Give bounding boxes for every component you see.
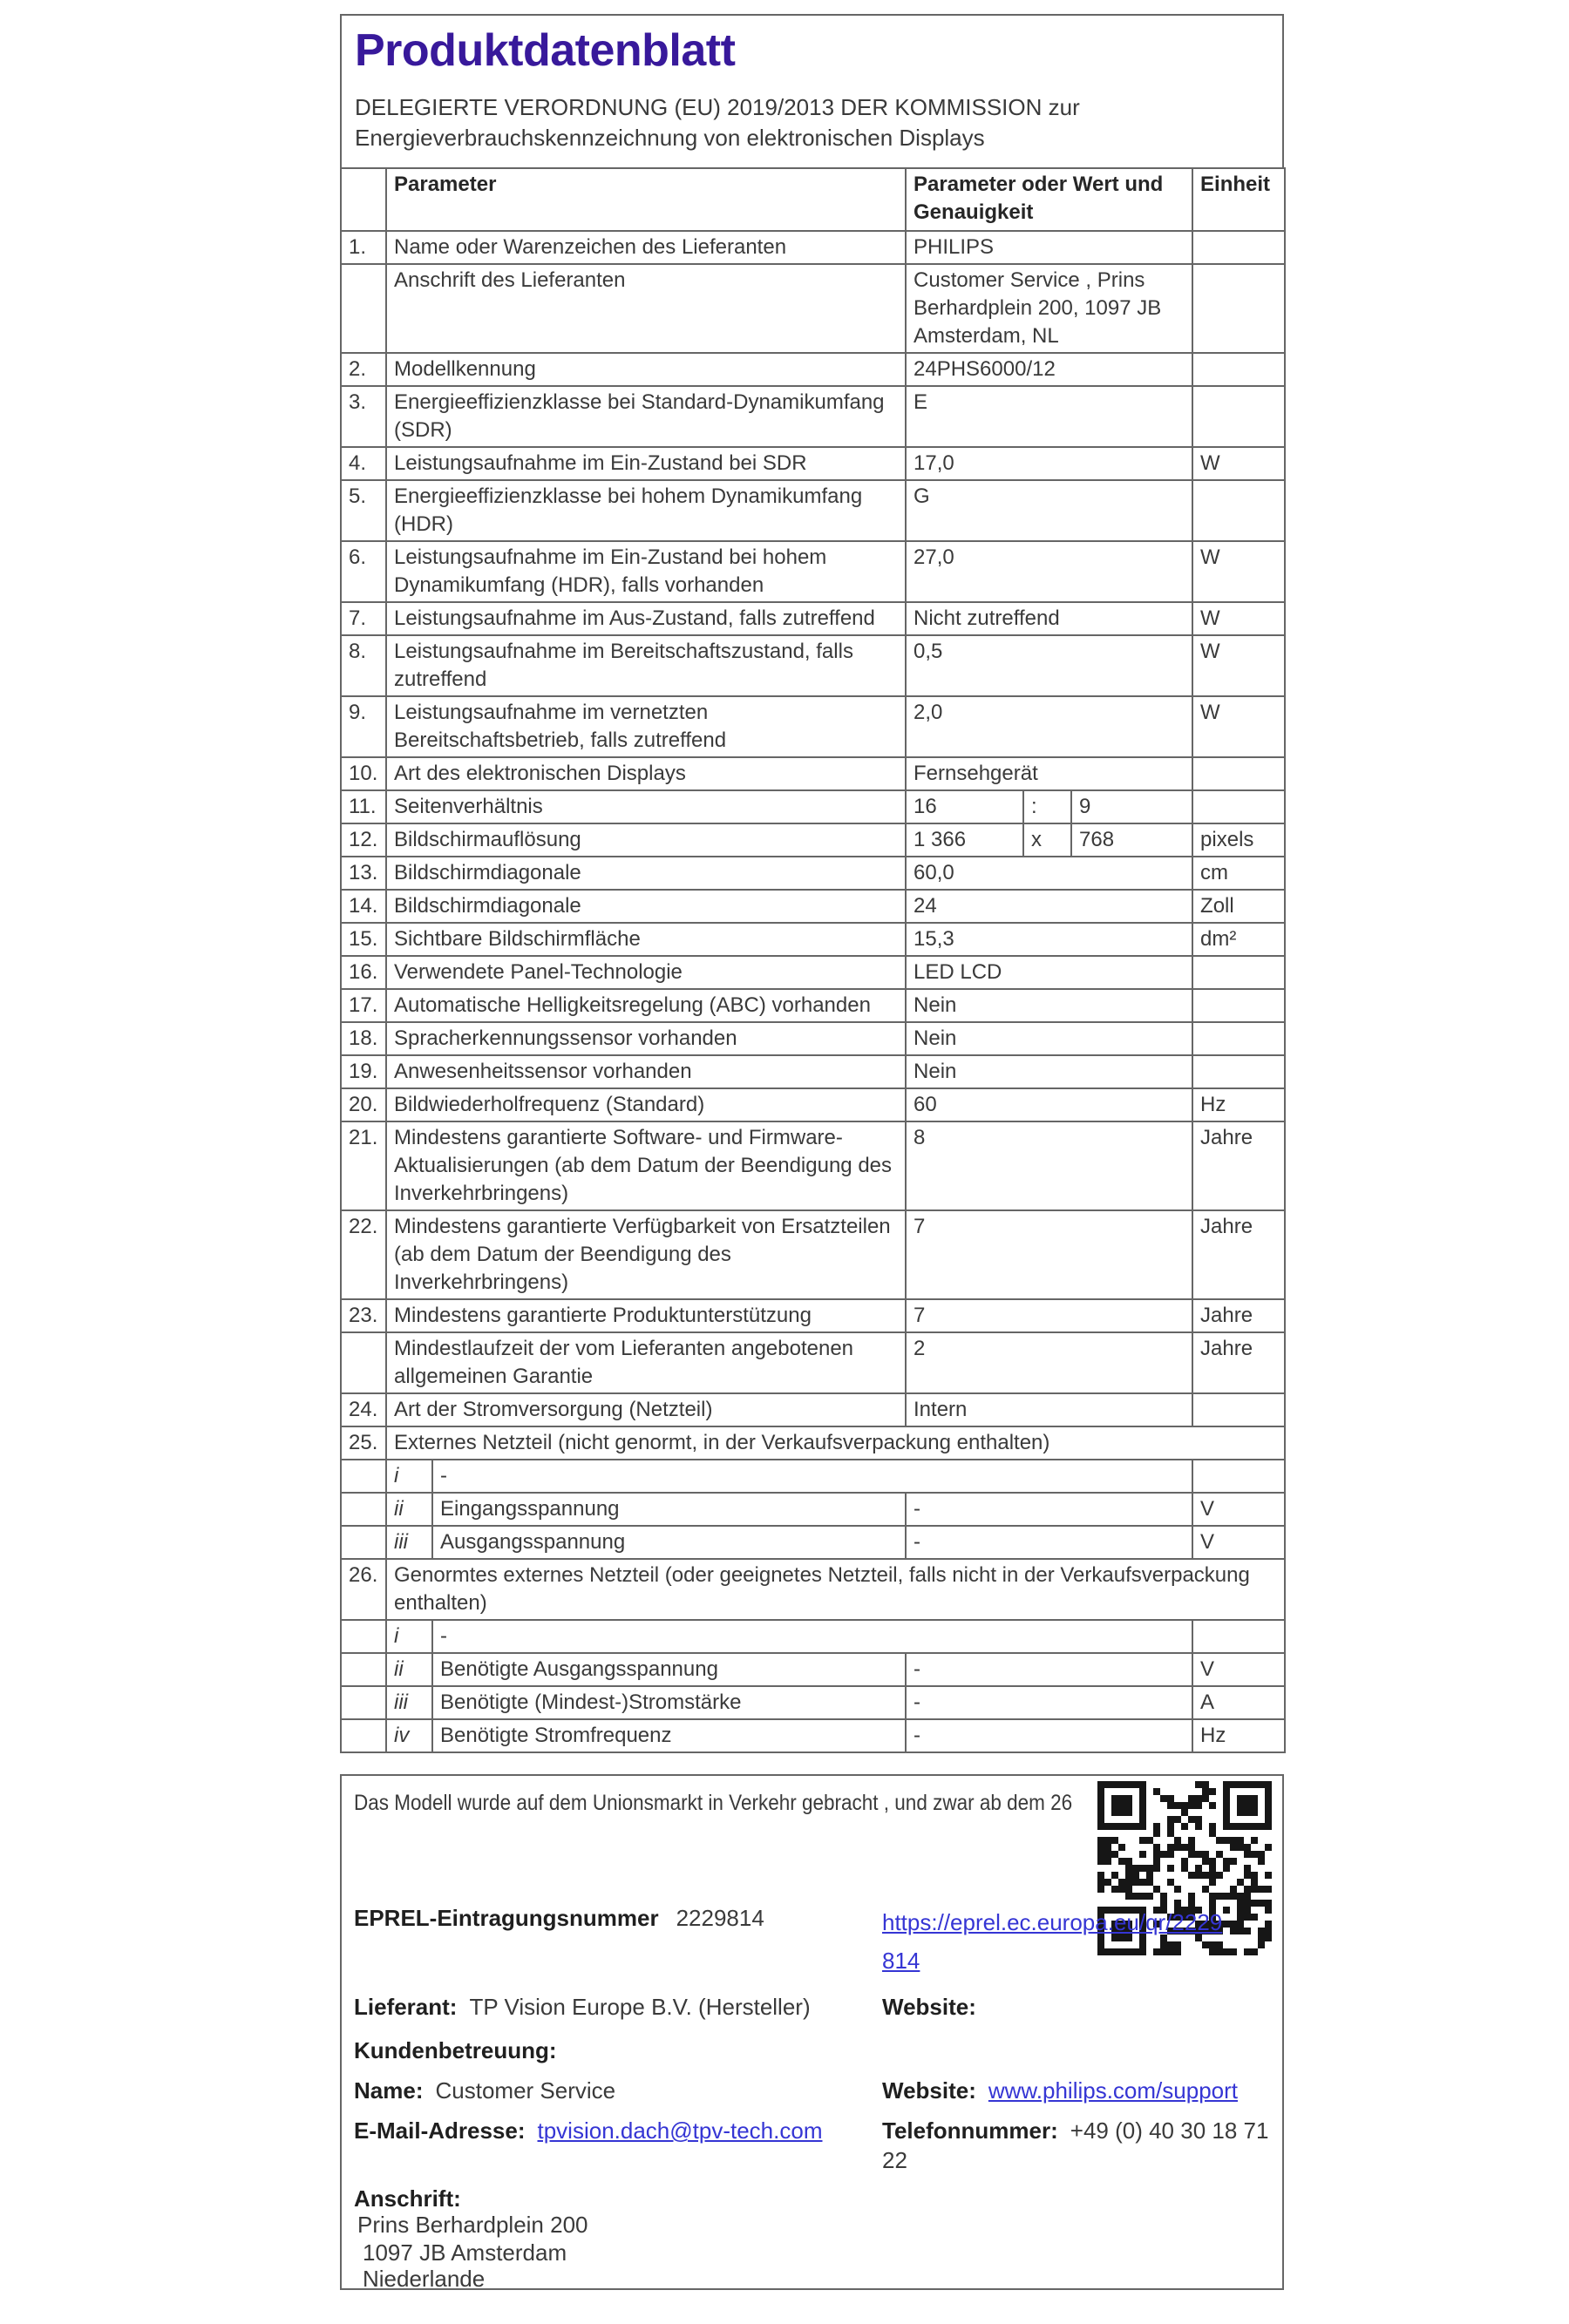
phone-row [882, 2116, 1274, 2175]
row-value: Intern [906, 1393, 1192, 1426]
lieferant-label: Lieferant: [354, 1994, 458, 2020]
row-number: 2. [341, 353, 386, 386]
row-number: 14. [341, 890, 386, 923]
row-unit: W [1192, 447, 1285, 480]
row-parameter: Bildschirmdiagonale [386, 857, 906, 890]
row-value-left: 1 366 [906, 823, 1023, 857]
lieferant-value: TP Vision Europe B.V. (Hersteller) [469, 1994, 811, 2020]
row-number: 22. [341, 1210, 386, 1299]
row-unit: V [1192, 1493, 1285, 1526]
row-number: 6. [341, 541, 386, 602]
subtitle-line-2: Energieverbrauchskennzeichnung von elektronischen Displays [355, 125, 985, 151]
row-parameter: Genormtes externes Netzteil (oder geeignetes Netzteil, falls nicht in der Verkaufsverpackung enthalten) [386, 1559, 1285, 1620]
table-row [341, 1719, 1285, 1752]
email-label: E-Mail-Adresse: [354, 2117, 526, 2144]
row-value: LED LCD [906, 956, 1192, 989]
row-number [341, 1332, 386, 1393]
table-row [341, 696, 1285, 757]
table-row [341, 1332, 1285, 1393]
row-number: 5. [341, 480, 386, 541]
market-statement: Das Modell wurde auf dem Unionsmarkt in Verkehr gebracht , und zwar ab dem 26 [354, 1791, 1073, 1815]
row-parameter: Leistungsaufnahme im Ein-Zustand bei hohem Dynamikumfang (HDR), falls vorhanden [386, 541, 906, 602]
row-roman-numeral: iii [386, 1526, 432, 1559]
row-parameter: Benötigte Stromfrequenz [432, 1719, 906, 1752]
table-row [341, 1686, 1285, 1719]
row-value: 2 [906, 1332, 1192, 1393]
row-roman-numeral: ii [386, 1653, 432, 1686]
anschrift-row [354, 2184, 461, 2213]
row-unit [1192, 480, 1285, 541]
row-value: - [906, 1526, 1192, 1559]
row-number: 26. [341, 1559, 386, 1620]
row-unit [1192, 1460, 1285, 1493]
row-number: 7. [341, 602, 386, 635]
table-row [341, 1493, 1285, 1526]
row-value: E [906, 386, 1192, 447]
row-number: 20. [341, 1088, 386, 1121]
subtitle-line-1: DELEGIERTE VERORDNUNG (EU) 2019/2013 DER KOMMISSION zur [355, 94, 1080, 120]
row-number: 16. [341, 956, 386, 989]
row-unit [1192, 757, 1285, 790]
row-number: 17. [341, 989, 386, 1022]
table-row [341, 989, 1285, 1022]
row-parameter: Bildwiederholfrequenz (Standard) [386, 1088, 906, 1121]
row-roman-numeral: i [386, 1620, 432, 1653]
row-number: 11. [341, 790, 386, 823]
row-number: 1. [341, 231, 386, 264]
row-unit: V [1192, 1653, 1285, 1686]
row-parameter: Benötigte (Mindest-)Stromstärke [432, 1686, 906, 1719]
row-value: - [432, 1620, 1192, 1653]
name-value: Customer Service [435, 2077, 616, 2104]
email-link[interactable]: tpvision.dach@tpv-tech.com [537, 2117, 823, 2144]
row-value: 7 [906, 1210, 1192, 1299]
table-row [341, 541, 1285, 602]
row-parameter: Mindestlaufzeit der vom Lieferanten angebotenen allgemeinen Garantie [386, 1332, 906, 1393]
row-value: - [906, 1493, 1192, 1526]
row-value: 27,0 [906, 541, 1192, 602]
row-value: 60 [906, 1088, 1192, 1121]
table-row [341, 857, 1285, 890]
row-unit: pixels [1192, 823, 1285, 857]
row-parameter: Modellkennung [386, 353, 906, 386]
email-row [354, 2116, 822, 2145]
row-parameter: Energieeffizienzklasse bei hohem Dynamikumfang (HDR) [386, 480, 906, 541]
phone-value: +49 (0) 40 30 18 71 22 [882, 2117, 1269, 2173]
table-row [341, 1460, 1285, 1493]
row-parameter: Benötigte Ausgangsspannung [432, 1653, 906, 1686]
row-unit: Zoll [1192, 890, 1285, 923]
row-parameter: Bildschirmdiagonale [386, 890, 906, 923]
row-value: 24PHS6000/12 [906, 353, 1192, 386]
eprel-row [354, 1903, 764, 1933]
row-number: 23. [341, 1299, 386, 1332]
row-unit [1192, 264, 1285, 353]
row-parameter: Spracherkennungssensor vorhanden [386, 1022, 906, 1055]
row-value-right: 9 [1071, 790, 1192, 823]
lieferant-row [354, 1992, 811, 2022]
row-unit: Jahre [1192, 1121, 1285, 1210]
row-unit [1192, 1055, 1285, 1088]
table-row [341, 1426, 1285, 1460]
row-unit: dm² [1192, 923, 1285, 956]
row-parameter: Automatische Helligkeitsregelung (ABC) vorhanden [386, 989, 906, 1022]
eprel-number: 2229814 [676, 1905, 764, 1931]
row-parameter: Seitenverhältnis [386, 790, 906, 823]
row-number [341, 1526, 386, 1559]
row-unit [1192, 1620, 1285, 1653]
phone-label: Telefonnummer: [882, 2117, 1058, 2144]
row-unit [1192, 353, 1285, 386]
row-number [341, 1653, 386, 1686]
row-value: Customer Service , Prins Berhardplein 200, 1097 JB Amsterdam, NL [906, 264, 1192, 353]
row-value-left: 16 [906, 790, 1023, 823]
row-value: 17,0 [906, 447, 1192, 480]
row-value-right: 768 [1071, 823, 1192, 857]
row-value: 60,0 [906, 857, 1192, 890]
row-value: - [432, 1460, 1192, 1493]
table-row [341, 1653, 1285, 1686]
row-roman-numeral: iv [386, 1719, 432, 1752]
table-row [341, 447, 1285, 480]
row-number: 13. [341, 857, 386, 890]
row-parameter: Externes Netzteil (nicht genormt, in der Verkaufsverpackung enthalten) [386, 1426, 1285, 1460]
row-number [341, 1686, 386, 1719]
row-unit: Jahre [1192, 1210, 1285, 1299]
row-parameter: Leistungsaufnahme im Ein-Zustand bei SDR [386, 447, 906, 480]
table-row [341, 1022, 1285, 1055]
row-parameter: Mindestens garantierte Produktunterstützung [386, 1299, 906, 1332]
page-title: Produktdatenblatt [355, 25, 736, 76]
row-unit: W [1192, 602, 1285, 635]
kundenbetreuung-label: Kundenbetreuung: [354, 2037, 557, 2063]
row-number [341, 1719, 386, 1752]
row-unit [1192, 1022, 1285, 1055]
table-row [341, 823, 1285, 857]
row-unit [1192, 231, 1285, 264]
row-number [341, 1493, 386, 1526]
table-row [341, 923, 1285, 956]
table-row [341, 1299, 1285, 1332]
address-line: Prins Berhardplein 200 [357, 2212, 588, 2238]
row-parameter: Anwesenheitssensor vorhanden [386, 1055, 906, 1088]
row-value: G [906, 480, 1192, 541]
row-unit: V [1192, 1526, 1285, 1559]
row-parameter: Ausgangsspannung [432, 1526, 906, 1559]
row-unit: W [1192, 696, 1285, 757]
row-value: PHILIPS [906, 231, 1192, 264]
row-value: - [906, 1653, 1192, 1686]
row-number [341, 1620, 386, 1653]
row-number: 21. [341, 1121, 386, 1210]
header-number-cell [341, 168, 386, 231]
row-value-separator: x [1023, 823, 1071, 857]
table-row [341, 1620, 1285, 1653]
table-row [341, 353, 1285, 386]
row-value: - [906, 1719, 1192, 1752]
spec-table-body [341, 231, 1285, 1752]
table-row [341, 1526, 1285, 1559]
row-parameter: Leistungsaufnahme im vernetzten Bereitschaftsbetrieb, falls zutreffend [386, 696, 906, 757]
row-number: 9. [341, 696, 386, 757]
header-value: Parameter oder Wert und Genauigkeit [906, 168, 1192, 231]
row-value: 2,0 [906, 696, 1192, 757]
row-parameter: Mindestens garantierte Verfügbarkeit von Ersatzteilen (ab dem Datum der Beendigung des Inverkehrbringens) [386, 1210, 906, 1299]
row-number: 19. [341, 1055, 386, 1088]
address-line: 1097 JB Amsterdam [363, 2239, 567, 2266]
table-row [341, 231, 1285, 264]
row-parameter: Mindestens garantierte Software- und Firmware-Aktualisierungen (ab dem Datum der Beendigung des Inverkehrbringens) [386, 1121, 906, 1210]
row-unit: Jahre [1192, 1299, 1285, 1332]
row-value: Fernsehgerät [906, 757, 1192, 790]
table-row [341, 1210, 1285, 1299]
row-parameter: Eingangsspannung [432, 1493, 906, 1526]
row-parameter: Anschrift des Lieferanten [386, 264, 906, 353]
spec-table [340, 167, 1286, 1753]
row-parameter: Art der Stromversorgung (Netzteil) [386, 1393, 906, 1426]
row-unit [1192, 1393, 1285, 1426]
table-row [341, 386, 1285, 447]
row-unit: Hz [1192, 1088, 1285, 1121]
row-number: 8. [341, 635, 386, 696]
header-parameter: Parameter [386, 168, 906, 231]
row-unit: W [1192, 541, 1285, 602]
row-unit: W [1192, 635, 1285, 696]
address-line: Niederlande [363, 2266, 486, 2292]
row-value: 15,3 [906, 923, 1192, 956]
row-number: 12. [341, 823, 386, 857]
title-block [340, 14, 1284, 167]
name-row [354, 2076, 615, 2105]
row-value: - [906, 1686, 1192, 1719]
row-parameter: Art des elektronischen Displays [386, 757, 906, 790]
table-row [341, 757, 1285, 790]
table-row [341, 790, 1285, 823]
row-unit [1192, 386, 1285, 447]
table-row [341, 480, 1285, 541]
row-number: 25. [341, 1426, 386, 1460]
row-value: 8 [906, 1121, 1192, 1210]
row-number [341, 264, 386, 353]
eprel-label: EPREL-Eintragungsnummer [354, 1905, 659, 1931]
row-parameter: Energieeffizienzklasse bei Standard-Dynamikumfang (SDR) [386, 386, 906, 447]
row-roman-numeral: iii [386, 1686, 432, 1719]
table-row [341, 635, 1285, 696]
header-unit: Einheit [1192, 168, 1285, 231]
row-value: 7 [906, 1299, 1192, 1332]
table-row [341, 1088, 1285, 1121]
eprel-qr-link[interactable]: https://eprel.ec.europa.eu/qr/2229814 [882, 1909, 1223, 1974]
table-row [341, 1121, 1285, 1210]
row-value: Nein [906, 989, 1192, 1022]
website-label-2: Website: [882, 2077, 976, 2104]
row-value: Nein [906, 1022, 1192, 1055]
row-roman-numeral: ii [386, 1493, 432, 1526]
row-value: Nicht zutreffend [906, 602, 1192, 635]
row-value: 24 [906, 890, 1192, 923]
row-number: 24. [341, 1393, 386, 1426]
website-row-2 [882, 2076, 1238, 2105]
table-row [341, 602, 1285, 635]
table-row [341, 956, 1285, 989]
table-row [341, 890, 1285, 923]
row-unit [1192, 956, 1285, 989]
row-unit [1192, 989, 1285, 1022]
product-datasheet [340, 14, 1284, 2290]
row-unit: Hz [1192, 1719, 1285, 1752]
table-row [341, 1393, 1285, 1426]
table-header-row [341, 168, 1285, 231]
row-number: 3. [341, 386, 386, 447]
row-unit: Jahre [1192, 1332, 1285, 1393]
row-value: 0,5 [906, 635, 1192, 696]
website-label-1: Website: [882, 1994, 976, 2020]
footer-info-box [340, 1774, 1284, 2290]
anschrift-label: Anschrift: [354, 2185, 461, 2212]
row-parameter: Name oder Warenzeichen des Lieferanten [386, 231, 906, 264]
row-parameter: Bildschirmauflösung [386, 823, 906, 857]
support-website-link[interactable]: www.philips.com/support [988, 2077, 1238, 2104]
row-parameter: Leistungsaufnahme im Aus-Zustand, falls zutreffend [386, 602, 906, 635]
row-unit: cm [1192, 857, 1285, 890]
name-label: Name: [354, 2077, 424, 2104]
row-number: 10. [341, 757, 386, 790]
row-number: 18. [341, 1022, 386, 1055]
table-row [341, 1055, 1285, 1088]
row-unit [1192, 790, 1285, 823]
eprel-link-wrap [882, 1903, 1233, 1980]
row-unit: A [1192, 1686, 1285, 1719]
row-value: Nein [906, 1055, 1192, 1088]
row-parameter: Sichtbare Bildschirmfläche [386, 923, 906, 956]
row-value-separator: : [1023, 790, 1071, 823]
row-parameter: Verwendete Panel-Technologie [386, 956, 906, 989]
row-roman-numeral: i [386, 1460, 432, 1493]
row-number: 4. [341, 447, 386, 480]
row-number [341, 1460, 386, 1493]
table-row [341, 1559, 1285, 1620]
table-row [341, 264, 1285, 353]
website-row-1 [882, 1992, 976, 2022]
row-parameter: Leistungsaufnahme im Bereitschaftszustand, falls zutreffend [386, 635, 906, 696]
kundenbetreuung-row [354, 2036, 557, 2065]
row-number: 15. [341, 923, 386, 956]
